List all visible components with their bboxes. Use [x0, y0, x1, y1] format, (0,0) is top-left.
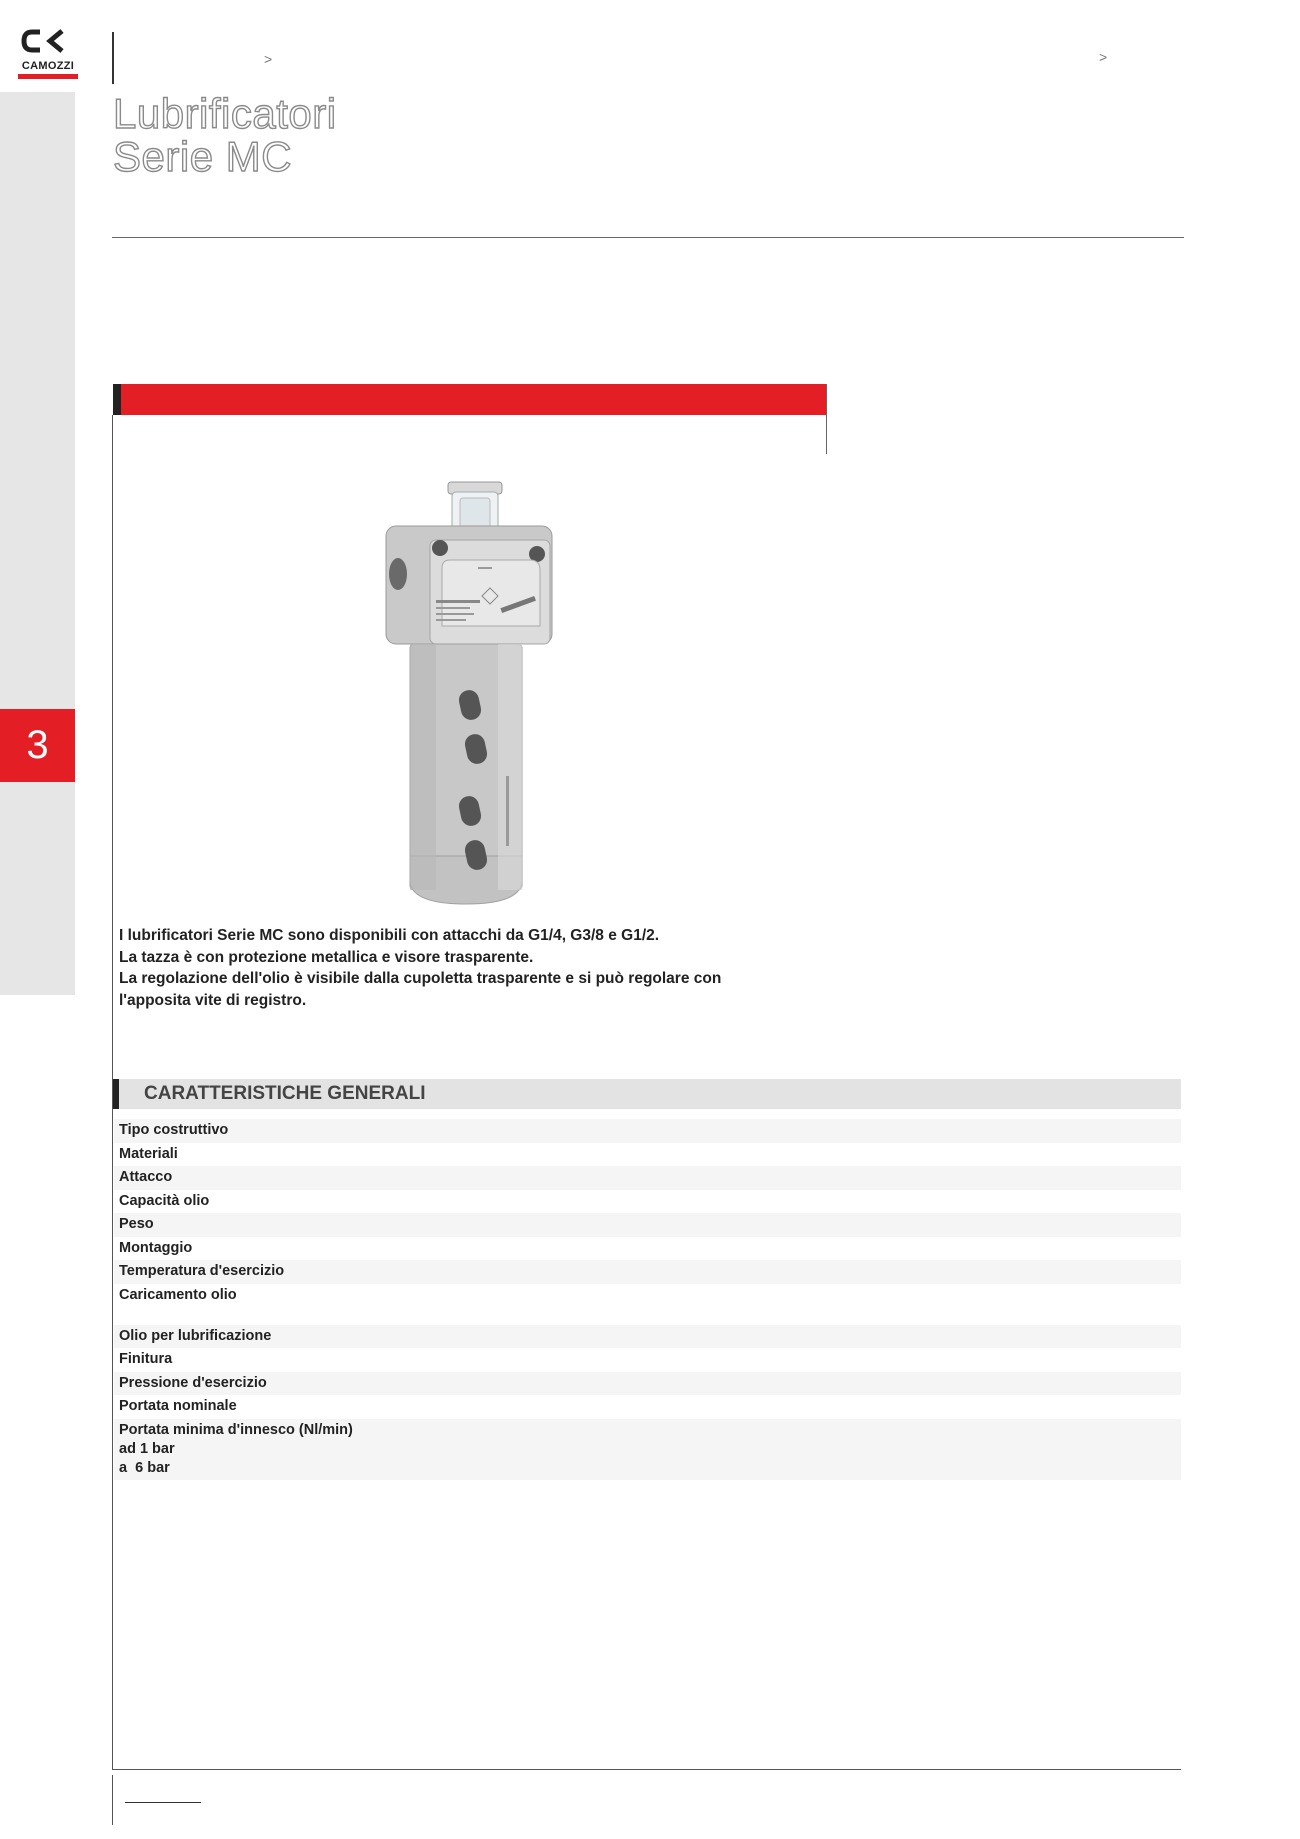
table-row: Temperatura d'esercizio [114, 1260, 1181, 1284]
footer-left-border [112, 1775, 113, 1825]
description-line: La tazza è con protezione metallica e visore trasparente. [119, 948, 534, 966]
product-band [113, 384, 827, 415]
lubricator-product-image [380, 476, 570, 908]
lower-left-border [112, 1053, 113, 1770]
table-row: Portata nominale [119, 1398, 237, 1414]
side-tab-strip [0, 92, 75, 995]
description-line: I lubrificatori Serie MC sono disponibili con attacchi da G1/4, G3/8 e G1/2. [119, 927, 660, 944]
logo-wordmark: CAMOZZI [21, 60, 75, 72]
footer-divider [112, 1769, 1181, 1770]
table-row: Finitura [119, 1351, 173, 1367]
row-sublabel: ad 1 bar [119, 1440, 175, 1457]
logo-mark-icon [18, 28, 78, 54]
table-row: Olio per lubrificazione [114, 1325, 1181, 1349]
breadcrumb-separator-left: > [264, 51, 273, 67]
description-line: l'apposita vite di registro. [119, 991, 307, 1009]
logo-red-bar [18, 74, 78, 79]
camozzi-logo[interactable] [18, 28, 78, 76]
title-line-1: Lubrificatori [113, 90, 337, 137]
general-section-marker [112, 1079, 119, 1109]
table-row: Pressione d'esercizio [114, 1372, 1181, 1396]
band-right-border [826, 384, 827, 454]
page-title [113, 92, 337, 178]
row-sublabel: a 6 bar [119, 1459, 170, 1476]
header-divider [112, 32, 114, 84]
product-band-marker [113, 384, 121, 415]
table-row: Tipo costruttivo [114, 1119, 1181, 1143]
content-left-border [112, 415, 113, 1053]
table-row: Caricamento olio [119, 1286, 237, 1303]
title-line-2: Serie MC [113, 133, 293, 180]
row-label: Portata minima d'innesco (Nl/min) [119, 1421, 353, 1438]
product-description [119, 925, 799, 1011]
title-divider [112, 237, 1184, 238]
description-line: La regolazione dell'olio è visibile dalla cupoletta trasparente e si può regolare con [119, 970, 722, 987]
table-row: Attacco [114, 1166, 1181, 1190]
chapter-number[interactable]: 3 [0, 709, 75, 782]
table-row: Peso [114, 1213, 1181, 1237]
breadcrumb-separator-right: > [1099, 49, 1108, 65]
table-row-multiline [114, 1419, 1181, 1480]
table-row: Capacità olio [119, 1192, 210, 1209]
footer-short-rule [125, 1802, 201, 1803]
characteristics-table [114, 1119, 1181, 1480]
table-row: Montaggio [119, 1239, 193, 1256]
table-row: Materiali [119, 1145, 178, 1162]
general-section-title: CARATTERISTICHE GENERALI [144, 1083, 426, 1104]
